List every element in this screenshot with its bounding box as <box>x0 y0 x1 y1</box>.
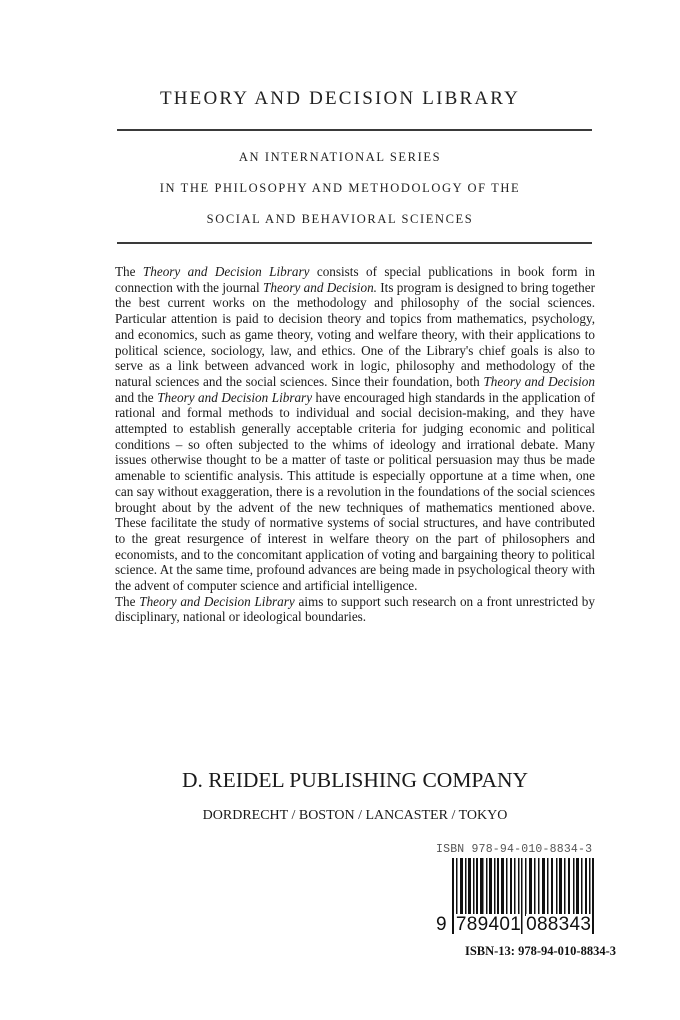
description-paragraph-2: The Theory and Decision Library aims to support such research on a front unrestricted by disciplinary, national or ideological boundaries. <box>115 593 595 625</box>
top-rule <box>117 129 592 131</box>
barcode-digit-first: 9 <box>436 914 447 935</box>
publisher-cities: DORDRECHT / BOSTON / LANCASTER / TOKYO <box>202 808 508 823</box>
subtitle-line-1: AN INTERNATIONAL SERIES <box>238 150 442 164</box>
barcode-digits <box>436 914 616 936</box>
publisher-name: D. REIDEL PUBLISHING COMPANY <box>181 768 528 792</box>
journal-name-italic: Theory and Decision. <box>263 279 377 295</box>
isbn13-label: ISBN-13: 978-94-010-8834-3 <box>464 944 616 958</box>
barcode-digits-right: 088343 <box>526 914 592 935</box>
isbn-label-top: ISBN 978-94-010-8834-3 <box>436 843 593 856</box>
subtitle-line-3: SOCIAL AND BEHAVIORAL SCIENCES <box>206 212 474 226</box>
subtitle-line-2: IN THE PHILOSOPHY AND METHODOLOGY OF THE <box>159 181 521 195</box>
journal-name-italic: Theory and Decision <box>483 373 595 389</box>
description-paragraph-1: The Theory and Decision Library consists of special publications in book form in connection with the journal Theory and Decision. Its program is designed to bring together the best current works on the methodology and philosophy of the social sciences. Particular attention is paid to decision theory and topics from mathematics, psychology, and economics, such as game theory, voting and welfare theory, with their applications to political science, sociology, law, and ethics. One of the Library's chief goals is also to serve as a link between advanced work in logic, philosophy and methodology of the natural sciences and the social sciences. Since their foundation, both Theory and Decision and the Theory and Decision Library have encouraged high standards in the application of rational and formal methods to individual and social decision-making, and they have attempted to establish generally acceptable criteria for judging economic and political conditions – so often subjected to the whims of ideology and irrational debate. Many issues otherwise thought to be a matter of taste or political persuasion may thus be made amenable to scientific analysis. This attitude is especially opportune at a time when, one can say without exaggeration, there is a revolution in the foundations of the social sciences brought about by the advent of the new techniques of mathematics mentioned above. These facilitate the study of normative systems of social structures, and have contributed to the great resurgence of interest in welfare theory on the part of philosophers and economists, and to the concomitant application of voting and bargaining theory to political science. At the same time, profound advances are being made in psychological theory with the advent of computer science and artificial intelligence. <box>115 264 595 594</box>
series-name-italic: Theory and Decision Library <box>142 264 310 279</box>
series-name-italic: Theory and Decision Library <box>157 389 313 405</box>
barcode-digits-left: 789401 <box>455 914 522 935</box>
bottom-rule <box>117 242 592 244</box>
series-description <box>115 264 595 625</box>
series-name-italic: Theory and Decision Library <box>139 593 295 609</box>
series-title: THEORY AND DECISION LIBRARY <box>159 88 521 109</box>
